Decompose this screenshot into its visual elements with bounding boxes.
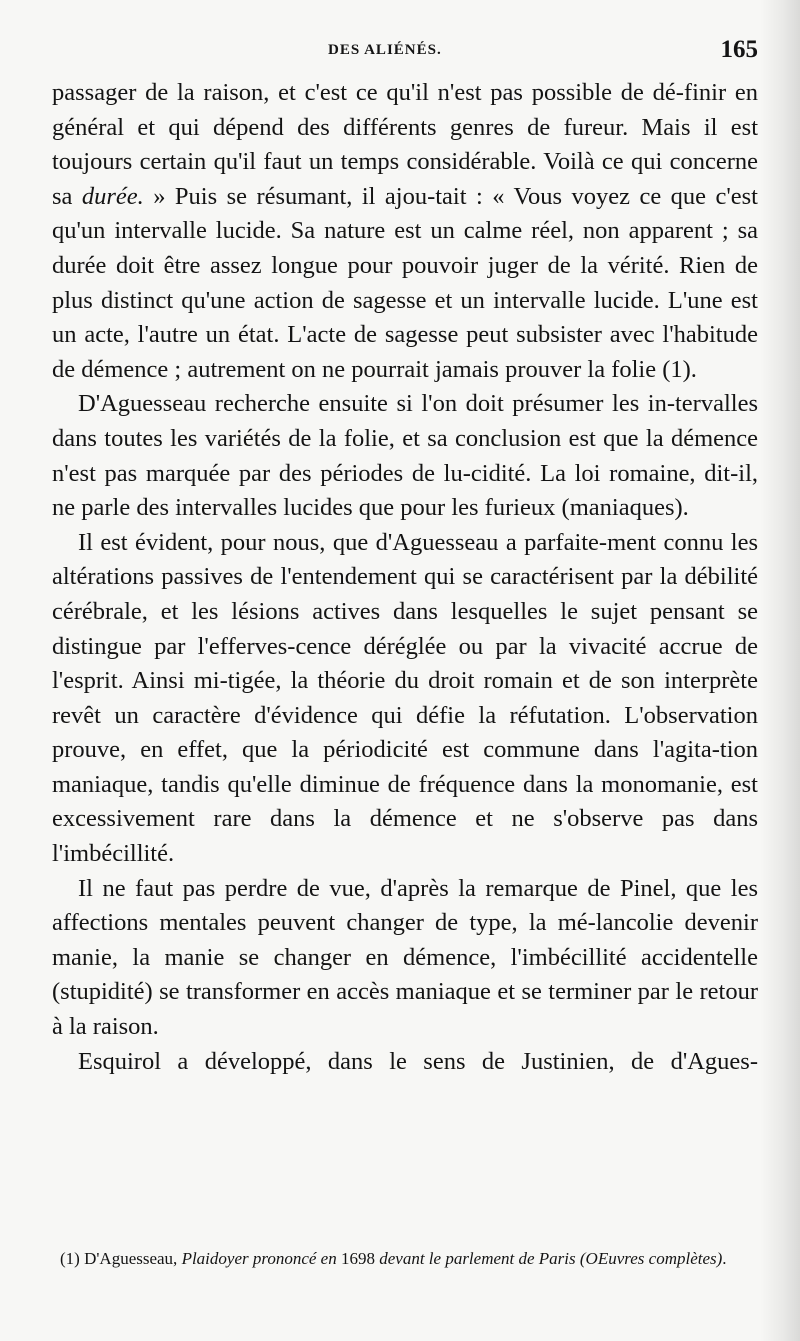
paragraph-4: Il ne faut pas perdre de vue, d'après la remarque de Pinel, que les affections mentales peuvent changer de type, la mé-lancolie devenir manie, la manie se changer en démence, l'imbécillité accidentelle (stupidité) se transformer en accès maniaque et se terminer par le retour à la raison.: [52, 874, 758, 1041]
footnote-title: Plaidoyer prononcé en: [181, 1249, 337, 1268]
footnote-source: devant le parlement de Paris (OEuvres complètes): [379, 1249, 723, 1268]
footnote-marker: (1) D'Aguesseau,: [60, 1249, 182, 1268]
paragraph-1: [52, 76, 758, 387]
footnote-year: 1698: [336, 1249, 380, 1268]
footnote-1: [60, 1245, 754, 1273]
paragraph-5: Esquirol a développé, dans le sens de Justinien, de d'Agues-: [78, 1047, 758, 1075]
paragraph-2: D'Aguesseau recherche ensuite si l'on doit présumer les in-tervalles dans toutes les variétés de la folie, et sa conclusion est que la démence n'est pas marquée par des périodes de lu-cidité. La loi romaine, dit-il, ne parle des intervalles lucides que pour les furieux (maniaques).: [52, 390, 758, 522]
running-head: DES ALIÉNÉS.: [328, 42, 442, 58]
page-gutter-shadow: [760, 0, 800, 1341]
paragraph-1-post: » Puis se résumant, il ajou-tait : « Vous voyez ce que c'est qu'un intervalle lucide. Sa nature est un calme réel, non apparent ; sa durée doit être assez longue pour pouvoir juger de la vérité. Rien de plus distinct qu'une action de sagesse et un intervalle lucide. L'une est un acte, l'autre un état. L'acte de sagesse peut subsister avec l'habitude de démence ; autrement on ne pourrait jamais prouver la folie (1).: [52, 182, 758, 383]
paragraph-3: Il est évident, pour nous, que d'Aguesseau a parfaite-ment connu les altérations passives de l'entendement qui se caractérisent par la débilité cérébrale, et les lésions actives dans lesquelles le sujet pensant se distingue par l'efferves-cence déréglée ou par la vivacité accrue de l'esprit. Ainsi mi-tigée, la théorie du droit romain et de son interprète revêt un caractère d'évidence qui défie la réfutation. L'observation prouve, en effet, que la périodicité est commune dans l'agita-tion maniaque, tandis qu'elle diminue de fréquence dans la monomanie, est excessivement rare dans la démence et ne s'observe pas dans l'imbécillité.: [52, 528, 758, 868]
page-number: 165: [720, 36, 758, 63]
paragraph-1-pre: passager de la raison, et c'est ce qu'il n'est pas possible de dé-finir en général et qui dépend des différents genres de fureur. Mais il est toujours certain qu'il faut un temps considérable. Voilà ce qui concerne sa: [52, 79, 758, 210]
footnotes: [60, 1245, 754, 1273]
footnote-end: .: [722, 1249, 727, 1268]
page-header: [52, 36, 758, 76]
body-text: [52, 76, 758, 1079]
paragraph-1-emphasis: durée.: [81, 182, 144, 210]
